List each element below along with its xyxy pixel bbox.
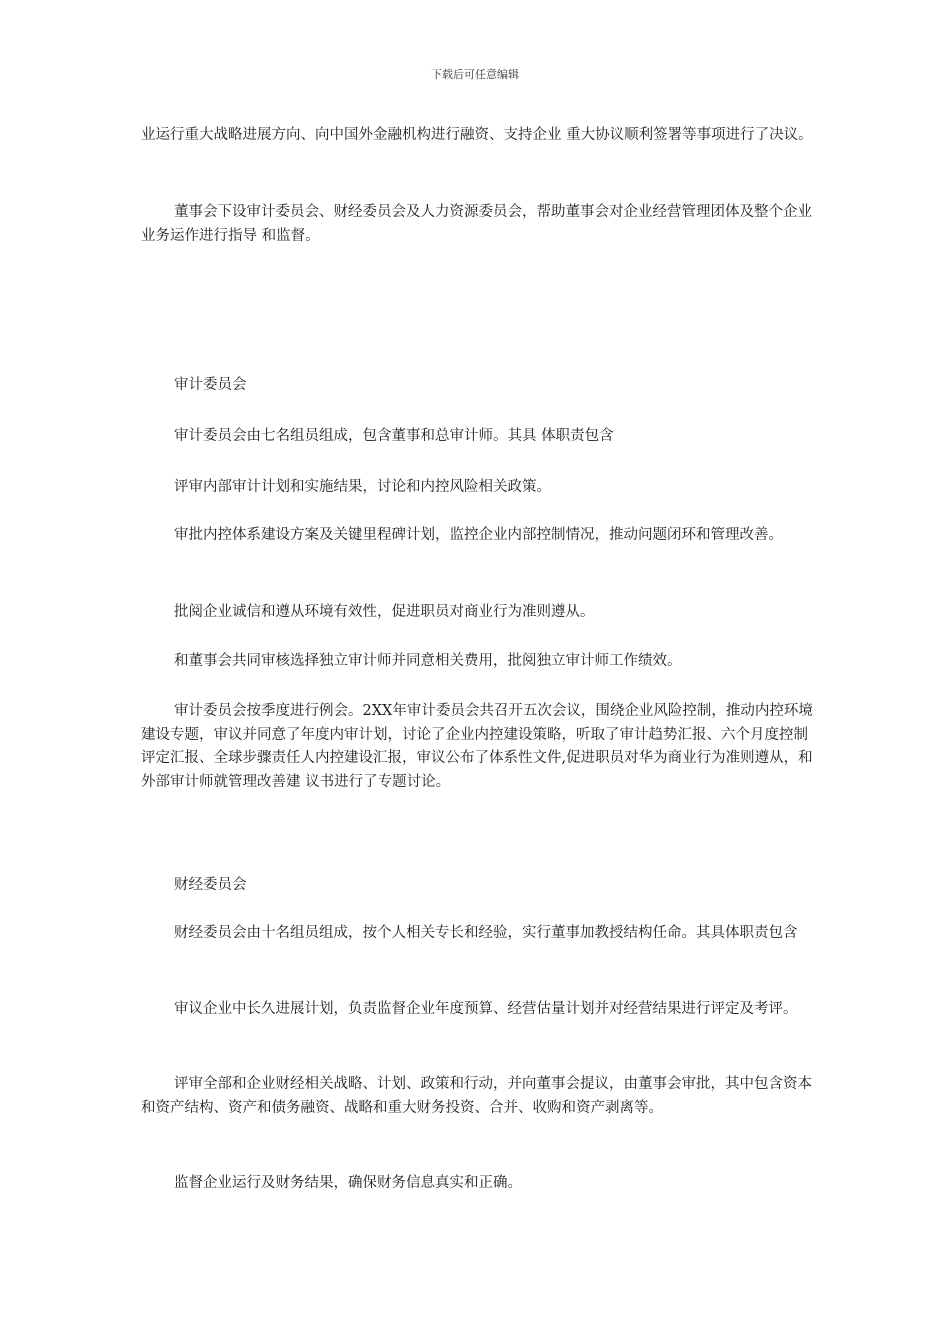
paragraph-audit-meetings: 审计委员会按季度进行例会。2XX年审计委员会共召开五次会议，围绕企业风险控制，推动内控环境建设专题，审议并同意了年度内审计划，讨论了企业内控建设策略，听取了审计趋势汇报、六个月度控制评定汇报、全球步骤责任人内控建设汇报，审议公布了体系性文件,促进职员对华为商业行为准则遵从，和外部审计师就管理改善建 议书进行了专题讨论。 — [141, 703, 813, 790]
paragraph-audit-duty-3: 批阅企业诚信和遵从环境有效性，促进职员对商业行为准则遵从。 — [174, 604, 595, 620]
paragraph-audit-duty-4: 和董事会共同审核选择独立审计师并同意相关费用，批阅独立审计师工作绩效。 — [174, 653, 682, 669]
paragraph-finance-duty-3: 监督企业运行及财务结果，确保财务信息真实和正确。 — [174, 1175, 522, 1191]
paragraph-board-committees: 董事会下设审计委员会、财经委员会及人力资源委员会，帮助董事会对企业经营管理团体及整个企业业务运作进行指导 和监督。 — [141, 204, 812, 244]
paragraph-continuation: 业运行重大战略进展方向、向中国外金融机构进行融资、支持企业 重大协议顺利签署等事项进行了决议。 — [141, 127, 813, 143]
paragraph-finance-composition: 财经委员会由十名组员组成，按个人相关专长和经验，实行董事加教授结构任命。其具体职责包含 — [174, 925, 798, 941]
paragraph-audit-duty-1: 评审内部审计计划和实施结果，讨论和内控风险相关政策。 — [174, 479, 551, 495]
page-header: 下载后可任意编辑 — [431, 68, 519, 81]
paragraph-audit-duty-2: 审批内控体系建设方案及关键里程碑计划，监控企业内部控制情况，推动问题闭环和管理改善。 — [174, 527, 783, 543]
paragraph-finance-duty-1: 审议企业中长久进展计划，负责监督企业年度预算、经营估量计划并对经营结果进行评定及考评。 — [174, 1001, 798, 1017]
heading-audit-committee: 审计委员会 — [174, 377, 247, 393]
paragraph-audit-composition: 审计委员会由七名组员组成，包含董事和总审计师。其具 体职责包含 — [174, 428, 614, 444]
paragraph-finance-duty-2: 评审全部和企业财经相关战略、计划、政策和行动，并向董事会提议，由董事会审批，其中包含资本和资产结构、资产和债务融资、战略和重大财务投资、合并、收购和资产剥离等。 — [141, 1076, 812, 1116]
heading-finance-committee: 财经委员会 — [174, 877, 247, 893]
